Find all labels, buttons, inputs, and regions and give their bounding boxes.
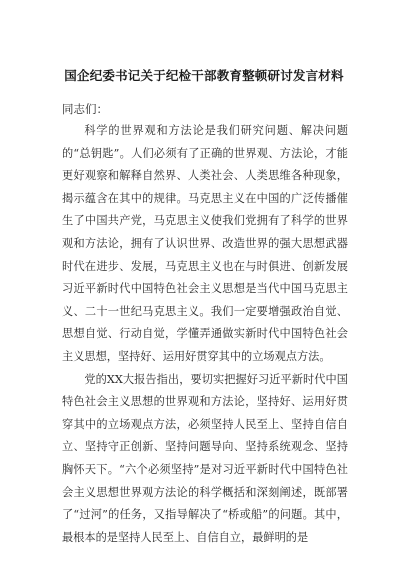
paragraph-1: 科学的世界观和方法论是我们研究问题、解决问题的“总钥匙”。人们必须有了正确的世界观、方法论，才能更好观察和解释自然界、人类社会、人类思维各种现象，揭示蕴含在其中的规律。马克思主义在中国的广泛传播催生了中国共产党，马克思主义使我们党拥有了科学的世界观和方法论，拥有了认识世界、改造世界的强大思想武器时代在进步、发展，马克思主义也在与时俱进、创新发展习近平新时代中国特色社会主义思想是当代中国马克思主义、二十一世纪马克思主义。我们一定要增强政治自觉、思想自觉、行动自觉，学懂弄通做实新时代中国特色社会主义思想，坚持好、运用好贯穿其中的立场观点方法。 (62, 124, 348, 363)
salutation: 同志们： (62, 102, 108, 116)
document-title: 国企纪委书记关于纪检干部教育整顿研讨发言材料 (64, 68, 344, 83)
document-body (62, 120, 348, 549)
paragraph-2: 党的XX大报告指出，要切实把握好习近平新时代中国特色社会主义思想的世界观和方法论，坚持好、运用好贯穿其中的立场观点方法，必须坚持人民至上、坚持自信自立、坚持守正创新、坚持问题导向、坚持系统观念、坚持胸怀天下。“六个必须坚持”是对习近平新时代中国特色社会主义思想世界观方法论的科学概括和深刻阐述，既部署了“过河”的任务，又指导解决了“桥或船”的问题。其中，最根本的是坚持人民至上、自信自立，最鲜明的是 (62, 372, 348, 544)
